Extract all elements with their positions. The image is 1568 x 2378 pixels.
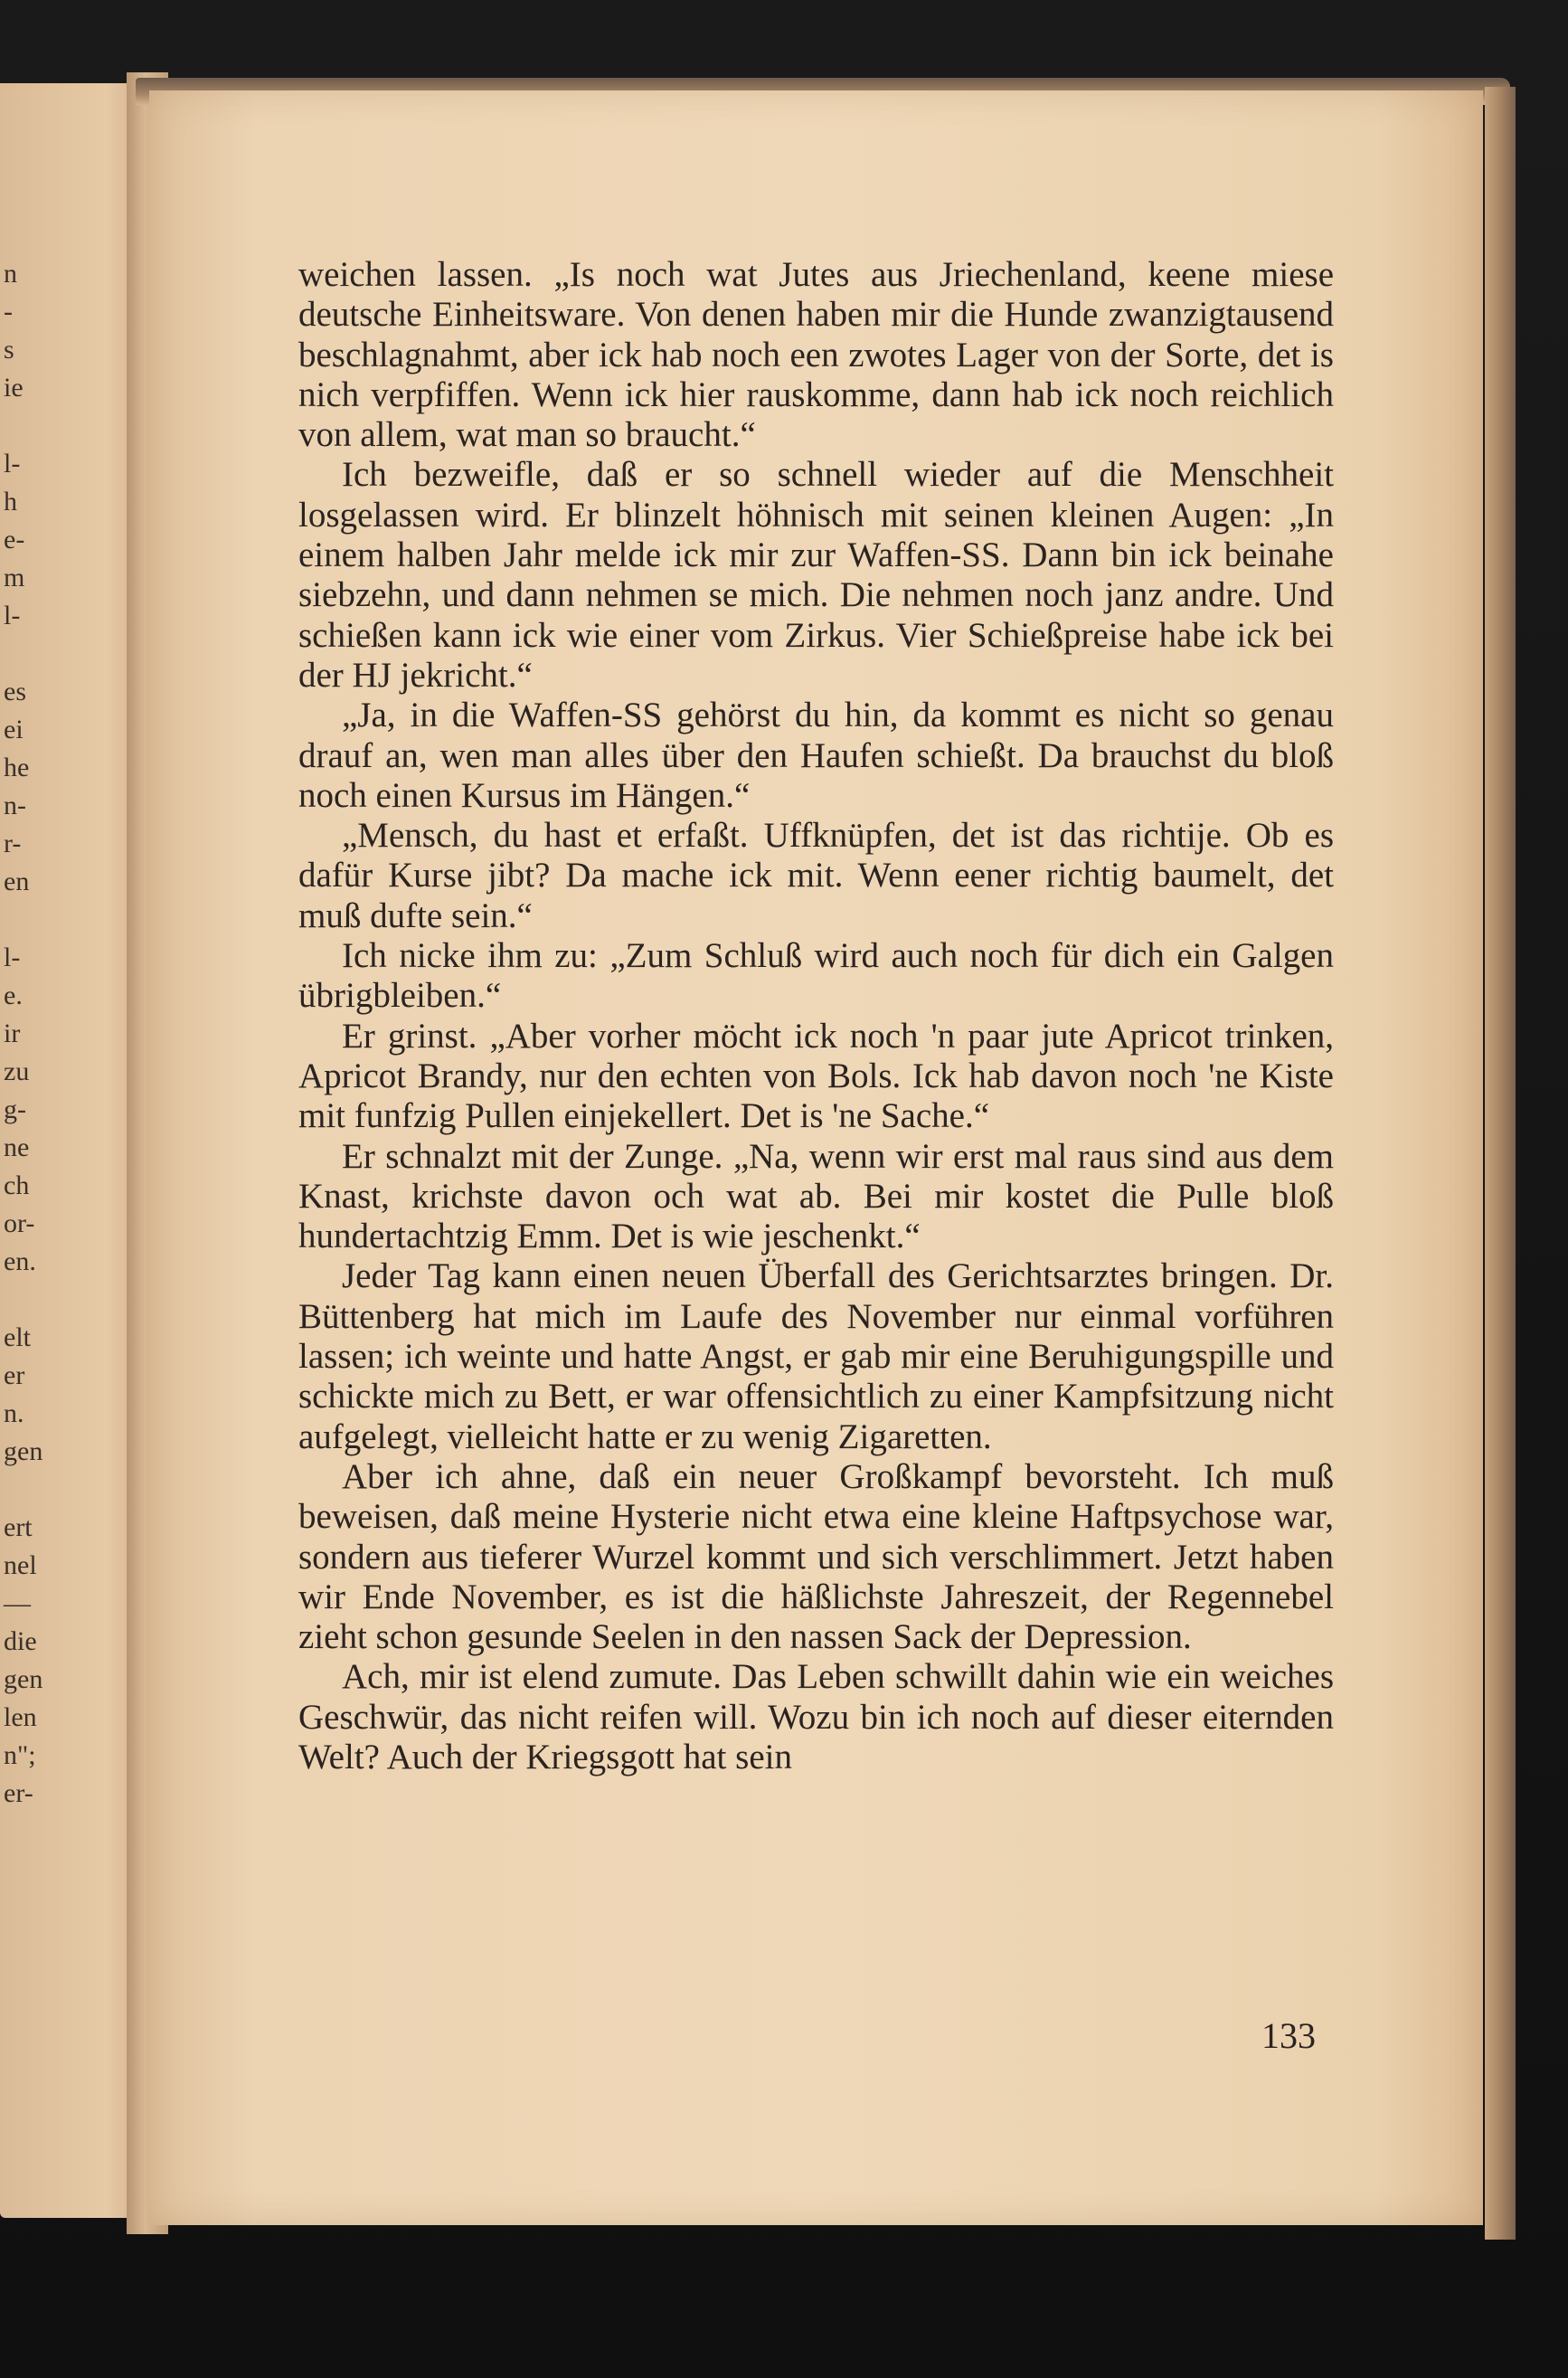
margin-fragment: n"; [4,1740,36,1770]
margin-fragment: die [4,1626,37,1656]
margin-fragment: n [4,259,17,289]
paragraph: Er grinst. „Aber vorher möcht ick noch 'n paar jute Apricot trinken, Apricot Brandy, nur den echten von Bols. Ick hab davon noch 'ne Kiste mit funfzig Pullen einjekellert. Det is 'ne Sache.“ [298,1016,1334,1136]
margin-fragment: l- [4,601,21,630]
margin-fragment: elt [4,1322,31,1352]
margin-fragment [4,901,43,939]
margin-fragment: gen [4,1436,43,1466]
page-number: 133 [1261,2015,1316,2056]
paragraph: Jeder Tag kann einen neuen Überfall des Gerichtsarztes bringen. Dr. Büttenberg hat mich im Laufe des November nur einmal vorführen lassen; ich weinte und hatte Angst, er gab mir eine Beruhigungspille und schickte mich zu Bett, er war offensichtlich zu einer Kampfsitzung nicht aufgelegt, vielleicht hatte er zu wenig Zigaretten. [298,1256,1334,1456]
page-body-text [298,255,1334,1777]
margin-fragment: n- [4,791,26,820]
margin-fragment: ne [4,1132,30,1162]
margin-fragment: zu [4,1056,30,1086]
page-right-edge [1485,87,1516,2240]
paragraph: „Mensch, du hast et erfaßt. Uffknüpfen, det ist das richtije. Ob es dafür Kurse jibt? Da mache ick mit. Wenn eener richtig baumelt, det muß dufte sein.“ [298,816,1334,935]
paragraph: Ich bezweifle, daß er so schnell wieder auf die Menschheit losgelassen wird. Er blinzelt höhnisch mit seinen kleinen Augen: „In einem halben Jahr melde ick mir zur Waffen-SS. Dann bin ick beinahe siebzehn, und dann nehmen se mich. Die nehmen noch janz andre. Und schießen kann ick wie einer vom Zirkus. Vier Schießpreise habe ick bei der HJ jekricht.“ [298,455,1334,695]
margin-fragment: gen [4,1664,43,1694]
margin-fragment [4,1471,43,1509]
margin-fragment: or- [4,1208,35,1238]
margin-fragment: ir [4,1018,21,1048]
margin-fragment: ch [4,1170,30,1200]
margin-fragment: m [4,563,25,592]
margin-fragment: ie [4,373,24,403]
margin-fragment: h [4,487,17,516]
margin-fragment: s [4,335,14,365]
paragraph: Aber ich ahne, daß ein neuer Großkampf bevorsteht. Ich muß beweisen, daß meine Hysterie nicht etwa eine kleine Haftpsychose war, sondern aus tieferer Wurzel kommt und sich verschlimmert. Jetzt haben wir Ende November, es ist die häßlichste Jahreszeit, der Regennebel zieht schon gesunde Seelen in den nassen Sack der Depression. [298,1456,1334,1657]
paragraph: Ach, mir ist elend zumute. Das Leben schwillt dahin wie ein weiches Geschwür, das nicht reifen will. Wozu bin ich noch auf dieser eiternden Welt? Auch der Kriegsgott hat sein [298,1657,1334,1776]
margin-fragment [4,1281,43,1319]
margin-fragment: en [4,867,30,896]
margin-fragment: nel [4,1550,37,1580]
margin-fragment: es [4,677,26,706]
margin-fragment: g- [4,1094,26,1124]
margin-fragment: n. [4,1398,24,1428]
margin-fragment: l- [4,943,21,972]
margin-fragment [4,407,43,445]
margin-fragment: r- [4,829,22,858]
margin-fragment: ei [4,715,24,744]
margin-fragment: en. [4,1246,36,1276]
margin-fragment: he [4,753,30,782]
margin-fragment: e- [4,525,25,554]
margin-fragment: ert [4,1512,33,1542]
margin-fragment: len [4,1702,37,1732]
margin-fragment: — [4,1588,31,1618]
paragraph: „Ja, in die Waffen-SS gehörst du hin, da kommt es nicht so genau drauf an, wen man alles über den Haufen schießt. Da brauchst du bloß noch einen Kursus im Hängen.“ [298,696,1334,815]
margin-fragment: er- [4,1778,33,1808]
margin-fragment [4,635,43,673]
paragraph: Ich nicke ihm zu: „Zum Schluß wird auch noch für dich ein Galgen übrigbleiben.“ [298,936,1334,1016]
paragraph: Er schnalzt mit der Zunge. „Na, wenn wir erst mal raus sind aus dem Knast, krichste davon och wat ab. Bei mir kostet die Pulle bloß hundertachtzig Emm. Det is wie jeschenkt.“ [298,1136,1334,1256]
margin-fragment: l- [4,449,21,478]
paragraph: weichen lassen. „Is noch wat Jutes aus Jriechenland, keene miese deutsche Einheitsware. Von denen haben mir die Hunde zwanzigtausend beschlagnahmt, aber ick hab noch een zwotes Lager von der Sorte, det is nich verpfiffen. Wenn ick hier rauskomme, dann hab ick noch reichlich von allem, wat man so braucht.“ [298,255,1334,455]
margin-fragment: er [4,1360,25,1390]
margin-fragment: - [4,297,13,327]
margin-fragment: e. [4,981,23,1010]
previous-page-margin-text [4,255,43,1813]
